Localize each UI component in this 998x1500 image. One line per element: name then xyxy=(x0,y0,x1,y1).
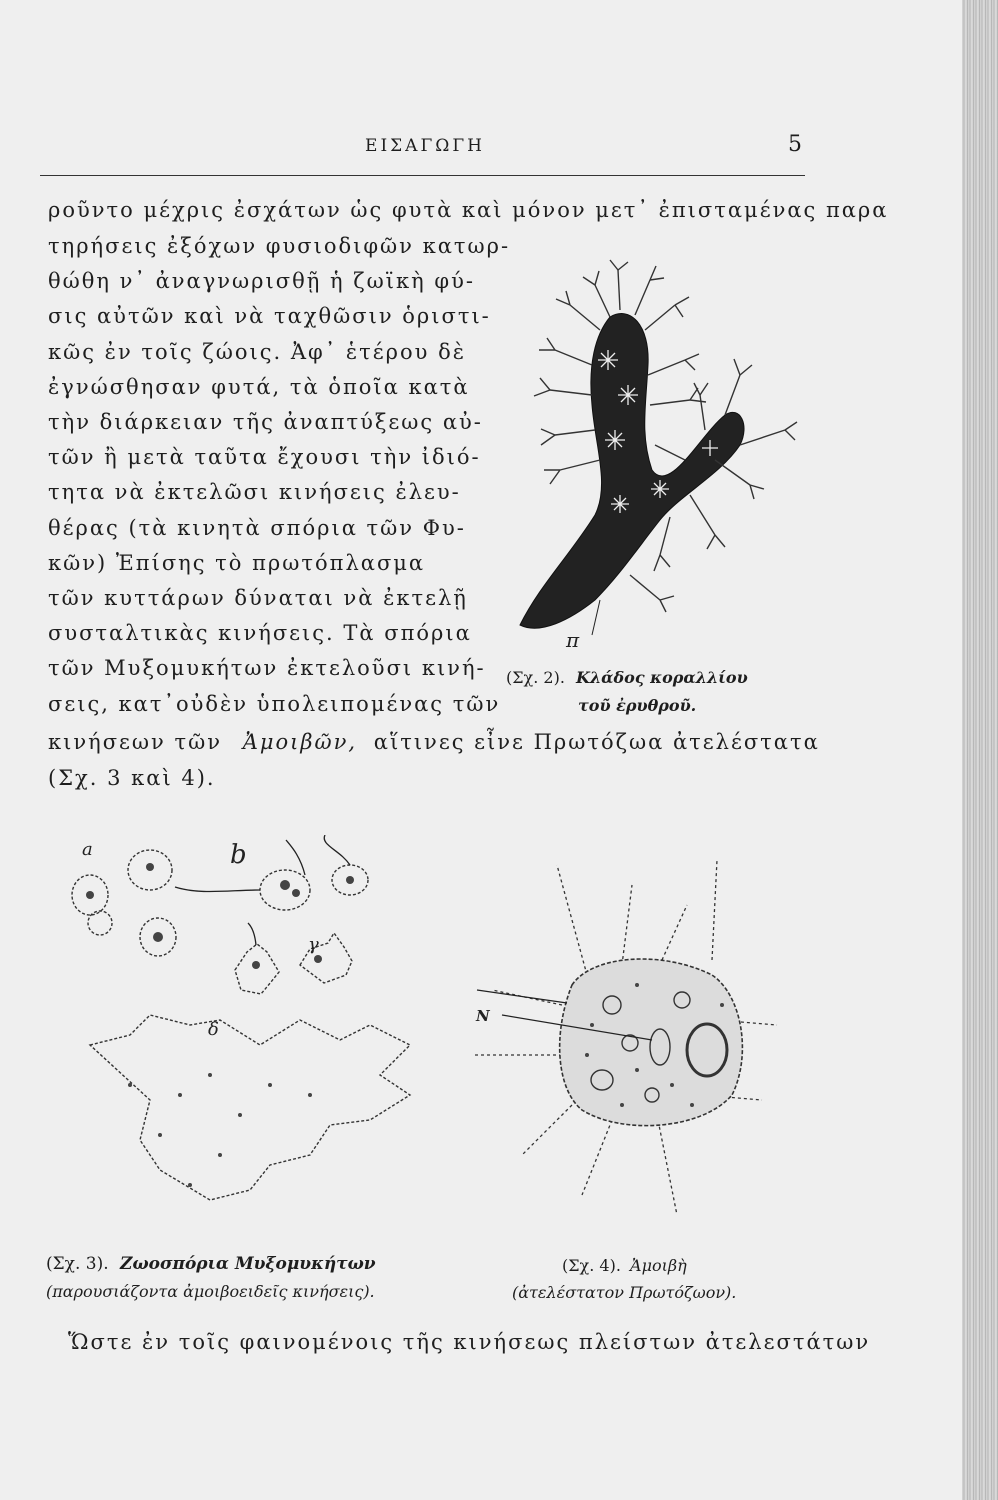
figure-label-pi: π xyxy=(566,628,580,652)
fig2-caption-line2: τοῦ ἐρυθροῦ. xyxy=(578,696,697,715)
fig2-caption-line1 xyxy=(506,668,748,687)
amoeba-body xyxy=(560,959,743,1126)
running-title: ΕΙΣΑΓΩΓΗ xyxy=(365,136,485,156)
fig3-caption-title: Ζωοσπόρια Μυξομυκήτων xyxy=(120,1254,376,1274)
coral-branch-illustration xyxy=(500,255,810,660)
text-line: θώθη ν᾽ ἀναγνωρισθῇ ἡ ζωϊκὴ φύ- xyxy=(48,269,475,293)
page-number: 5 xyxy=(788,132,802,157)
fig4-letter-n: N xyxy=(476,1007,490,1025)
text-line: συσταλτικὰς κινήσεις. Τὰ σπόρια xyxy=(48,621,472,645)
fig4-caption-title: Ἀμοιβὴ xyxy=(630,1256,687,1275)
fig3-letter-gamma: γ xyxy=(308,934,319,955)
text-segment: κινήσεων τῶν xyxy=(48,730,222,754)
fig3-letter-a: a xyxy=(82,839,93,860)
fig3-letter-delta: δ xyxy=(208,1019,219,1040)
page-edge xyxy=(962,0,998,1500)
fig4-caption-ref: (Σχ. 4). xyxy=(562,1256,621,1275)
text-line-top: ροῦντο μέχρις ἐσχάτων ὡς φυτὰ καὶ μόνον μετ᾽ ἐπισταμένας παρα xyxy=(48,198,889,222)
fig3-caption-line1 xyxy=(46,1254,376,1274)
fig4-caption-line1 xyxy=(562,1256,687,1275)
text-line: κῶν) Ἐπίσης τὸ πρωτόπλασμα xyxy=(48,551,426,575)
text-line: τὴν διάρκειαν τῆς ἀναπτύξεως αὐ- xyxy=(48,410,483,434)
header-rule xyxy=(40,175,805,176)
text-line: ἐγνώσθησαν φυτά, τὰ ὁποῖα κατὰ xyxy=(48,375,470,399)
page-header xyxy=(40,132,810,166)
fig2-caption-title: Κλάδος κοραλλίου xyxy=(576,668,748,687)
fig3-letter-b: b xyxy=(230,840,247,870)
amoebae-word: Ἀμοιβῶν, xyxy=(242,730,358,754)
text-line: σεις, κατ᾽οὐδὲν ὑπολειπομένας τῶν xyxy=(48,692,501,716)
closing-line: Ὥστε ἐν τοῖς φαινομένοις τῆς κινήσεως πλείστων ἀτελεστάτων xyxy=(68,1330,871,1354)
zoospores-illustration xyxy=(60,835,420,1235)
text-line: σις αὐτῶν καὶ νὰ ταχθῶσιν ὁριστι- xyxy=(48,304,491,328)
fig3-caption-ref: (Σχ. 3). xyxy=(46,1254,109,1274)
text-segment: αἵτινες εἶνε Πρωτόζωα ἀτελέστατα xyxy=(373,730,820,754)
text-line: θέρας (τὰ κινητὰ σπόρια τῶν Φυ- xyxy=(48,516,466,540)
text-line-end: (Σχ. 3 καὶ 4). xyxy=(48,766,216,790)
text-line: τῶν κυττάρων δύναται νὰ ἐκτελῇ xyxy=(48,586,468,610)
text-line: κῶς ἐν τοῖς ζώοις. Ἀφ᾽ ἑτέρου δὲ xyxy=(48,340,466,364)
fig4-caption-sub: (ἀτελέστατον Πρωτόζωον). xyxy=(512,1283,737,1302)
text-line-full xyxy=(48,730,820,754)
fig2-caption-ref: (Σχ. 2). xyxy=(506,668,565,687)
text-line: τητα νὰ ἐκτελῶσι κινήσεις ἐλευ- xyxy=(48,480,461,504)
amoeba-illustration xyxy=(462,855,792,1225)
text-line: τηρήσεις ἐξόχων φυσιοδιφῶν κατωρ- xyxy=(48,234,511,258)
text-line: τῶν ἢ μετὰ ταῦτα ἔχουσι τὴν ἰδιό- xyxy=(48,445,481,469)
text-line: τῶν Μυξομυκήτων ἐκτελοῦσι κινή- xyxy=(48,656,486,680)
fig3-caption-sub: (παρουσιάζοντα ἀμοιβοειδεῖς κινήσεις). xyxy=(46,1282,375,1301)
